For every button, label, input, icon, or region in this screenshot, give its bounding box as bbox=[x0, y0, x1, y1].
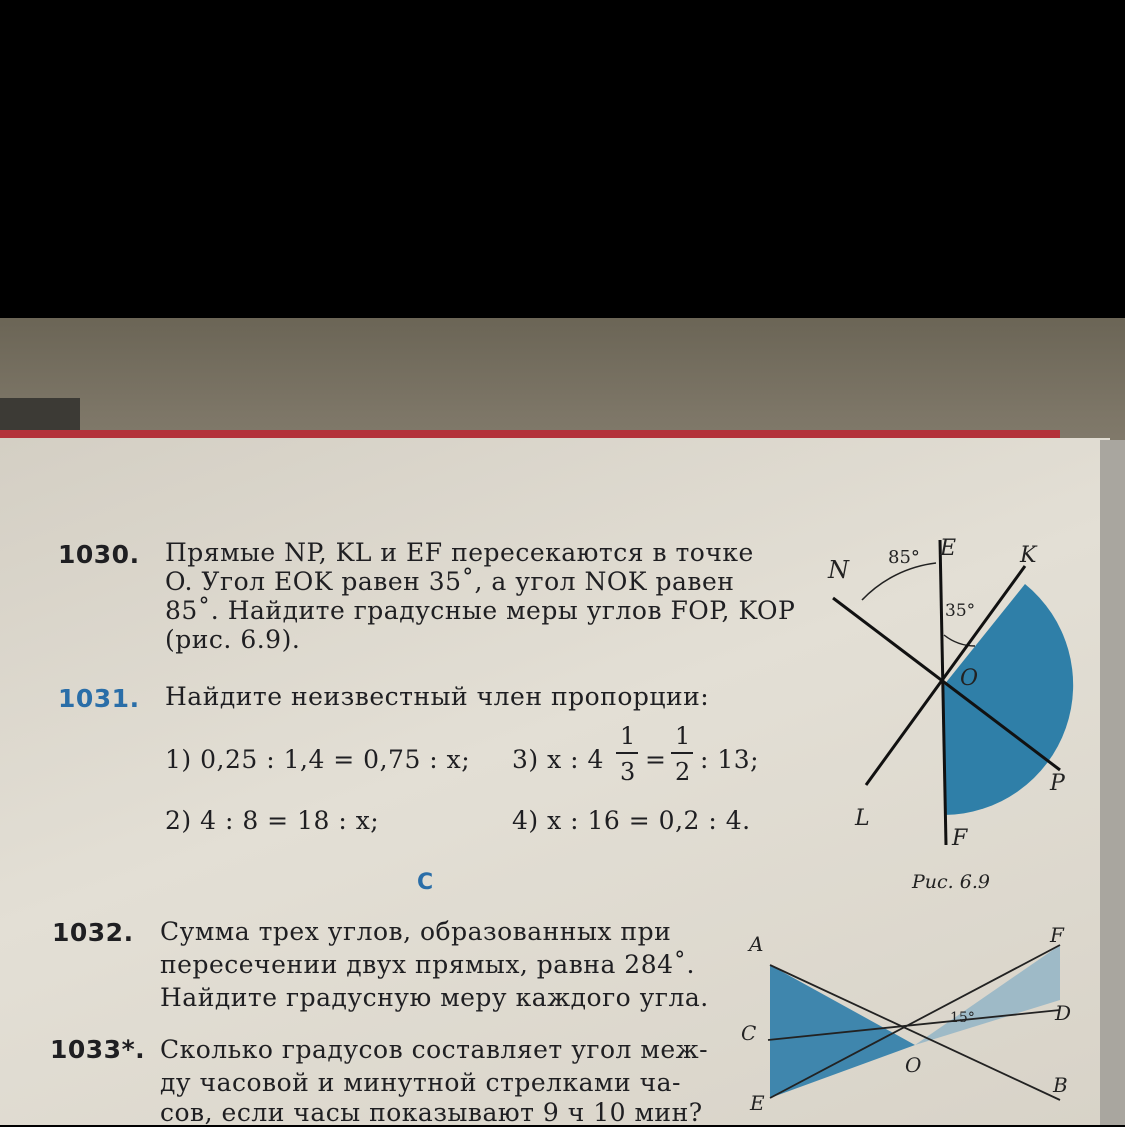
problem-1031-title: Найдите неизвестный член пропорции: bbox=[165, 682, 710, 711]
label-D: D bbox=[1055, 1001, 1072, 1025]
proportion-item-4: 4) x : 16 = 0,2 : 4. bbox=[512, 806, 751, 835]
problem-1033-line: сов, если часы показывают 9 ч 10 мин? bbox=[160, 1098, 703, 1127]
problem-1032-number: 1032. bbox=[52, 918, 134, 947]
label-F2: F bbox=[1050, 923, 1064, 947]
arc-85 bbox=[862, 563, 936, 600]
proportion-item-2: 2) 4 : 8 = 18 : x; bbox=[165, 806, 380, 835]
problem-1030-line: 85˚. Найдите градусные меры углов FOP, KOP bbox=[165, 596, 796, 625]
label-35: 35° bbox=[945, 601, 976, 621]
problem-1030-line: O. Угол EOK равен 35˚, а угол NOK равен bbox=[165, 567, 735, 596]
right-shaded-angle bbox=[915, 945, 1060, 1045]
label-L: L bbox=[855, 806, 870, 831]
figure-caption: Рис. 6.9 bbox=[912, 871, 990, 893]
label-O: O bbox=[960, 666, 979, 691]
section-heading: C bbox=[417, 870, 434, 895]
proportion-item-3-suffix: : 13; bbox=[700, 745, 760, 774]
problem-1033-line: ду часовой и минутной стрелками ча- bbox=[160, 1068, 681, 1097]
problem-1030-number: 1030. bbox=[58, 540, 140, 569]
label-O2: O bbox=[905, 1053, 922, 1077]
fraction-2-denominator: 2 bbox=[675, 758, 691, 786]
problem-1030-line: Прямые NP, KL и EF пересекаются в точке bbox=[165, 538, 754, 567]
proportion-item-1: 1) 0,25 : 1,4 = 0,75 : x; bbox=[165, 745, 471, 774]
problem-1033-number: 1033*. bbox=[50, 1035, 146, 1064]
problem-1032-line: Сумма трех углов, образованных при bbox=[160, 917, 672, 946]
fraction-1-denominator: 3 bbox=[620, 758, 636, 786]
fraction-1-numerator: 1 bbox=[620, 722, 636, 750]
label-B: B bbox=[1053, 1073, 1068, 1097]
problem-1032-line: Найдите градусную меру каждого угла. bbox=[160, 983, 709, 1012]
label-P: P bbox=[1050, 771, 1065, 796]
label-F: F bbox=[952, 826, 968, 851]
fraction-2-numerator: 1 bbox=[675, 722, 691, 750]
problem-1032-line: пересечении двух прямых, равна 284˚. bbox=[160, 950, 695, 979]
label-K: K bbox=[1020, 543, 1037, 568]
label-E2: E bbox=[750, 1091, 765, 1115]
label-A: A bbox=[749, 932, 764, 956]
proportion-item-3-equals: = bbox=[645, 745, 667, 774]
label-N: N bbox=[828, 556, 849, 584]
problem-1030-line: (рис. 6.9). bbox=[165, 625, 301, 654]
problem-1033-line: Сколько градусов составляет угол меж- bbox=[160, 1035, 709, 1064]
label-E: E bbox=[940, 536, 957, 561]
proportion-item-3-prefix: 3) x : 4 bbox=[512, 745, 604, 774]
label-85: 85° bbox=[888, 547, 920, 568]
label-15: 15° bbox=[950, 1010, 975, 1026]
problem-1031-number: 1031. bbox=[58, 684, 140, 713]
label-C: C bbox=[741, 1021, 757, 1045]
